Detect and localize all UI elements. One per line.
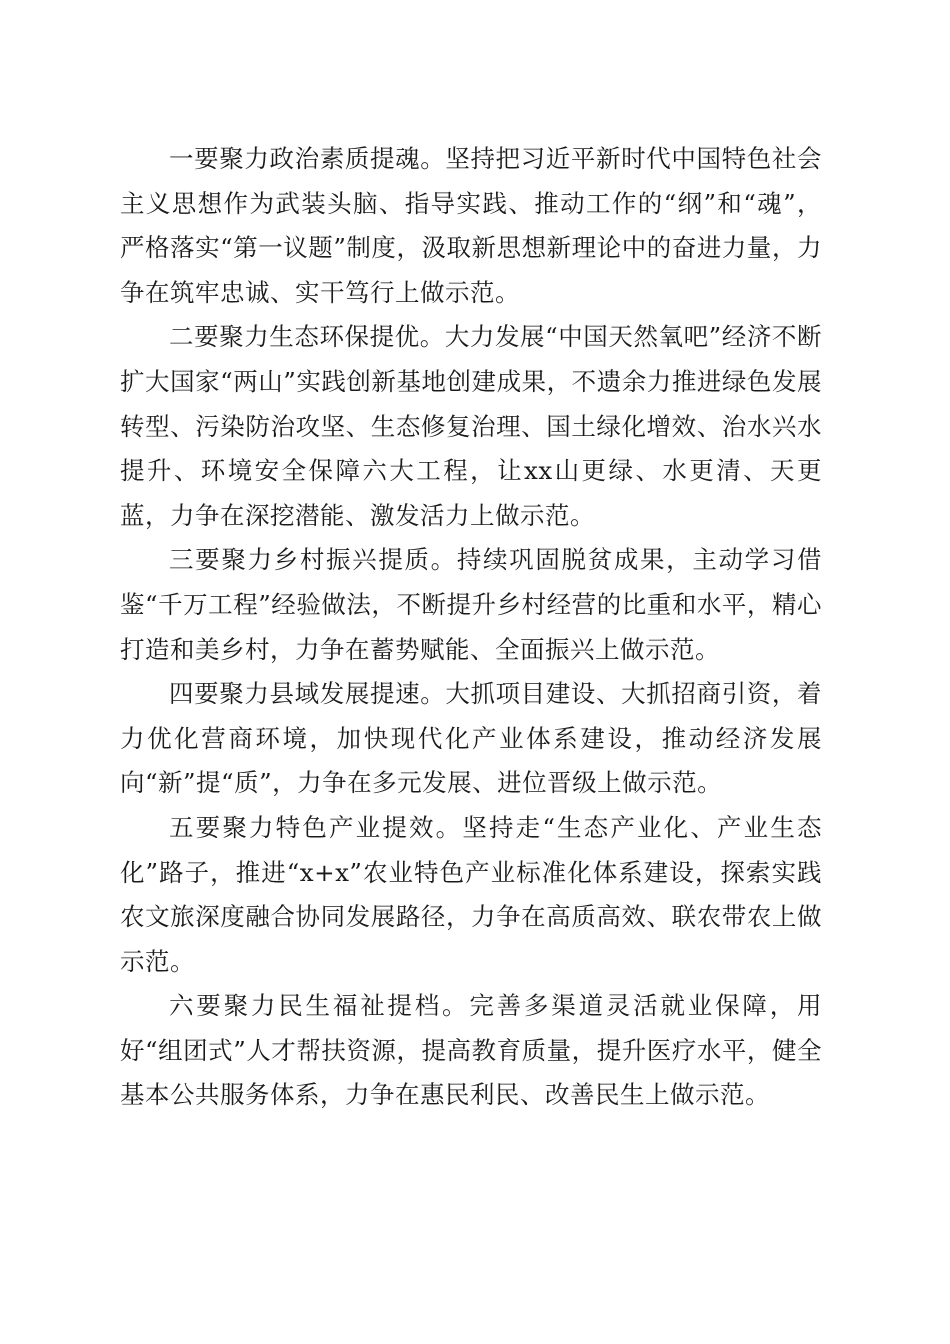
document-body xyxy=(120,137,822,1118)
paragraph-5: 五要聚力特色产业提效。坚持走“生态产业化、产业生态化”路子，推进“x+x”农业特色产业标准化体系建设，探索实践农文旅深度融合协同发展路径，力争在高质高效、联农带农上做示范。 xyxy=(120,812,822,976)
paragraph-2: 二要聚力生态环保提优。大力发展“中国天然氧吧”经济不断扩大国家“两山”实践创新基地创建成果，不遗余力推进绿色发展转型、污染防治攻坚、生态修复治理、国土绿化增效、治水兴水提升、环境安全保障六大工程，让xx山更绿、水更清、天更蓝，力争在深挖潜能、激发活力上做示范。 xyxy=(120,322,822,530)
paragraph-3: 三要聚力乡村振兴提质。持续巩固脱贫成果，主动学习借鉴“千万工程”经验做法，不断提升乡村经营的比重和水平，精心打造和美乡村，力争在蓄势赋能、全面振兴上做示范。 xyxy=(120,545,822,664)
paragraph-1: 一要聚力政治素质提魂。坚持把习近平新时代中国特色社会主义思想作为武装头脑、指导实践、推动工作的“纲”和“魂”，严格落实“第一议题”制度，汲取新思想新理论中的奋进力量，力争在筑牢忠诚、实干笃行上做示范。 xyxy=(120,144,822,307)
paragraph-4: 四要聚力县域发展提速。大抓项目建设、大抓招商引资，着力优化营商环境，加快现代化产业体系建设，推动经济发展向“新”提“质”，力争在多元发展、进位晋级上做示范。 xyxy=(120,679,822,798)
paragraph-6: 六要聚力民生福祉提档。完善多渠道灵活就业保障，用好“组团式”人才帮扶资源，提高教育质量，提升医疗水平，健全基本公共服务体系，力争在惠民利民、改善民生上做示范。 xyxy=(120,991,822,1110)
